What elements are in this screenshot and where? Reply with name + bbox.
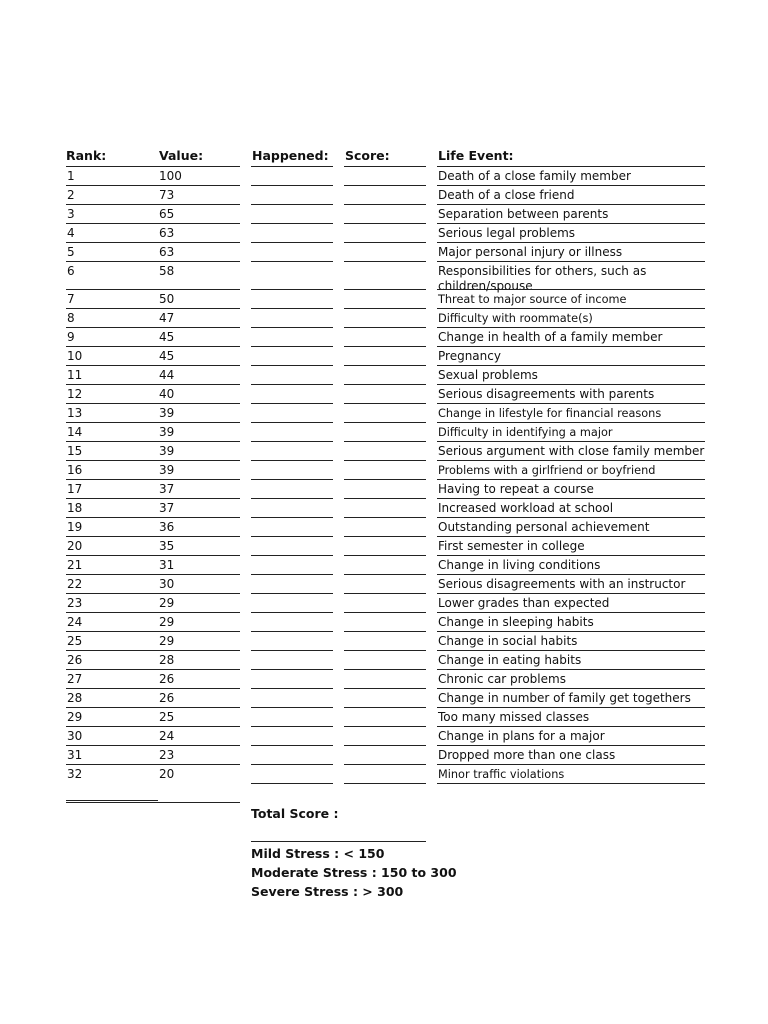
score-column-header: Score: — [345, 148, 390, 163]
rank-column-header: Rank: — [66, 148, 107, 163]
value-cell: 39 — [159, 406, 175, 420]
life-event-cell: Sexual problems — [438, 368, 538, 382]
life-event-cell: Serious legal problems — [438, 226, 576, 240]
rank-cell: 32 — [67, 767, 83, 781]
rank-cell: 1 — [67, 169, 75, 183]
rank-cell: 22 — [67, 577, 83, 591]
life-event-cell: Change in eating habits — [438, 653, 582, 667]
table-row — [0, 243, 768, 262]
value-cell: 73 — [159, 188, 175, 202]
value-cell: 65 — [159, 207, 175, 221]
life-event-cell: Major personal injury or illness — [438, 245, 623, 259]
table-row — [0, 613, 768, 632]
table-row — [0, 366, 768, 385]
rank-cell: 21 — [67, 558, 83, 572]
value-cell: 58 — [159, 264, 175, 278]
rank-cell: 4 — [67, 226, 75, 240]
rank-cell: 15 — [67, 444, 83, 458]
happened-blank-field[interactable] — [251, 783, 333, 784]
rank-cell: 28 — [67, 691, 83, 705]
rank-cell: 17 — [67, 482, 83, 496]
life-event-cell: Death of a close friend — [438, 188, 575, 202]
value-cell: 31 — [159, 558, 175, 572]
table-row — [0, 224, 768, 243]
happened-column-header: Happened: — [252, 148, 329, 163]
rank-cell: 5 — [67, 245, 75, 259]
table-row — [0, 205, 768, 224]
value-cell: 63 — [159, 226, 175, 240]
table-bottom-line — [66, 802, 240, 803]
life-event-cell: Difficulty with roommate(s) — [438, 312, 593, 325]
rank-cell: 20 — [67, 539, 83, 553]
life-event-cell: Change in number of family get togethers — [438, 691, 691, 705]
life-event-cell: Change in health of a family member — [438, 330, 663, 344]
value-cell: 100 — [159, 169, 182, 183]
life-event-cell: Dropped more than one class — [438, 748, 616, 762]
table-row — [0, 689, 768, 708]
life-event-cell: Pregnancy — [438, 349, 501, 363]
table-row — [0, 309, 768, 328]
total-score-label: Total Score : — [251, 806, 339, 821]
life-event-underline — [437, 783, 705, 784]
table-row — [0, 651, 768, 670]
life-event-cell: Change in plans for a major — [438, 729, 605, 743]
table-row — [0, 499, 768, 518]
table-row — [0, 404, 768, 423]
life-event-column-header: Life Event: — [438, 148, 514, 163]
severe-stress-legend: Severe Stress : > 300 — [251, 884, 404, 899]
value-cell: 36 — [159, 520, 175, 534]
value-cell: 44 — [159, 368, 175, 382]
life-event-cell: Chronic car problems — [438, 672, 566, 686]
value-cell: 26 — [159, 691, 175, 705]
rank-cell: 7 — [67, 292, 75, 306]
table-row — [0, 290, 768, 309]
value-cell: 20 — [159, 767, 175, 781]
table-row — [0, 765, 768, 784]
rank-cell: 18 — [67, 501, 83, 515]
life-event-cell: Too many missed classes — [438, 710, 590, 724]
life-event-cell: Serious disagreements with parents — [438, 387, 655, 401]
rank-cell: 31 — [67, 748, 83, 762]
life-event-cell: Threat to major source of income — [438, 293, 627, 306]
life-event-cell: Problems with a girlfriend or boyfriend — [438, 464, 656, 477]
table-row — [0, 167, 768, 186]
rank-cell: 8 — [67, 311, 75, 325]
table-row — [0, 632, 768, 651]
table-row — [0, 727, 768, 746]
value-cell: 29 — [159, 615, 175, 629]
table-row — [0, 746, 768, 765]
rank-cell: 3 — [67, 207, 75, 221]
life-event-cell: Death of a close family member — [438, 169, 631, 183]
value-cell: 50 — [159, 292, 175, 306]
value-cell: 39 — [159, 463, 175, 477]
rank-cell: 26 — [67, 653, 83, 667]
table-row — [0, 480, 768, 499]
value-cell: 37 — [159, 501, 175, 515]
rank-cell: 14 — [67, 425, 83, 439]
life-event-cell: Minor traffic violations — [438, 768, 565, 781]
table-row — [0, 423, 768, 442]
table-row — [0, 347, 768, 366]
value-cell: 45 — [159, 330, 175, 344]
rank-cell: 23 — [67, 596, 83, 610]
table-row — [0, 518, 768, 537]
life-event-cell: First semester in college — [438, 539, 585, 553]
table-row — [0, 594, 768, 613]
life-event-cell: Change in living conditions — [438, 558, 601, 572]
value-cell: 63 — [159, 245, 175, 259]
life-event-cell: Difficulty in identifying a major — [438, 426, 613, 439]
rank-cell: 6 — [67, 264, 75, 278]
life-event-cell: Change in sleeping habits — [438, 615, 594, 629]
table-row — [0, 461, 768, 480]
table-row — [0, 537, 768, 556]
table-row — [0, 670, 768, 689]
rank-cell: 30 — [67, 729, 83, 743]
rank-cell: 13 — [67, 406, 83, 420]
value-cell: 29 — [159, 634, 175, 648]
rank-cell: 9 — [67, 330, 75, 344]
value-cell: 26 — [159, 672, 175, 686]
life-event-cell: Lower grades than expected — [438, 596, 610, 610]
rank-cell: 27 — [67, 672, 83, 686]
rank-cell: 16 — [67, 463, 83, 477]
life-event-cell: Serious argument with close family member — [438, 444, 705, 458]
table-row — [0, 442, 768, 461]
life-event-cell: Serious disagreements with an instructor — [438, 577, 686, 591]
value-column-header: Value: — [159, 148, 204, 163]
value-cell: 35 — [159, 539, 175, 553]
value-cell: 47 — [159, 311, 175, 325]
rank-cell: 2 — [67, 188, 75, 202]
score-blank-field[interactable] — [344, 783, 426, 784]
table-row — [0, 186, 768, 205]
life-event-cell: Change in social habits — [438, 634, 578, 648]
rank-cell: 12 — [67, 387, 83, 401]
table-row — [0, 575, 768, 594]
life-event-cell: Separation between parents — [438, 207, 609, 221]
rank-cell: 29 — [67, 710, 83, 724]
value-cell: 45 — [159, 349, 175, 363]
rank-column-end-line — [66, 800, 158, 801]
life-event-cell: Having to repeat a course — [438, 482, 594, 496]
mild-stress-legend: Mild Stress : < 150 — [251, 846, 385, 861]
table-row — [0, 262, 768, 293]
rank-cell: 25 — [67, 634, 83, 648]
value-cell: 40 — [159, 387, 175, 401]
life-event-cell: Outstanding personal achievement — [438, 520, 650, 534]
total-score-field[interactable] — [251, 841, 426, 842]
table-row — [0, 556, 768, 575]
value-cell: 39 — [159, 425, 175, 439]
life-event-cell: Change in lifestyle for financial reasons — [438, 407, 662, 420]
value-cell: 30 — [159, 577, 175, 591]
value-cell: 37 — [159, 482, 175, 496]
table-row — [0, 385, 768, 404]
value-cell: 28 — [159, 653, 175, 667]
value-cell: 39 — [159, 444, 175, 458]
value-cell: 25 — [159, 710, 175, 724]
value-cell: 24 — [159, 729, 175, 743]
rank-cell: 10 — [67, 349, 83, 363]
value-cell: 23 — [159, 748, 175, 762]
value-cell: 29 — [159, 596, 175, 610]
life-event-cell: Responsibilities for others, such as children/spouse — [438, 264, 647, 293]
rank-cell: 11 — [67, 368, 83, 382]
table-row — [0, 328, 768, 347]
moderate-stress-legend: Moderate Stress : 150 to 300 — [251, 865, 457, 880]
table-row — [0, 708, 768, 727]
rank-cell: 19 — [67, 520, 83, 534]
life-event-cell: Increased workload at school — [438, 501, 614, 515]
rank-cell: 24 — [67, 615, 83, 629]
